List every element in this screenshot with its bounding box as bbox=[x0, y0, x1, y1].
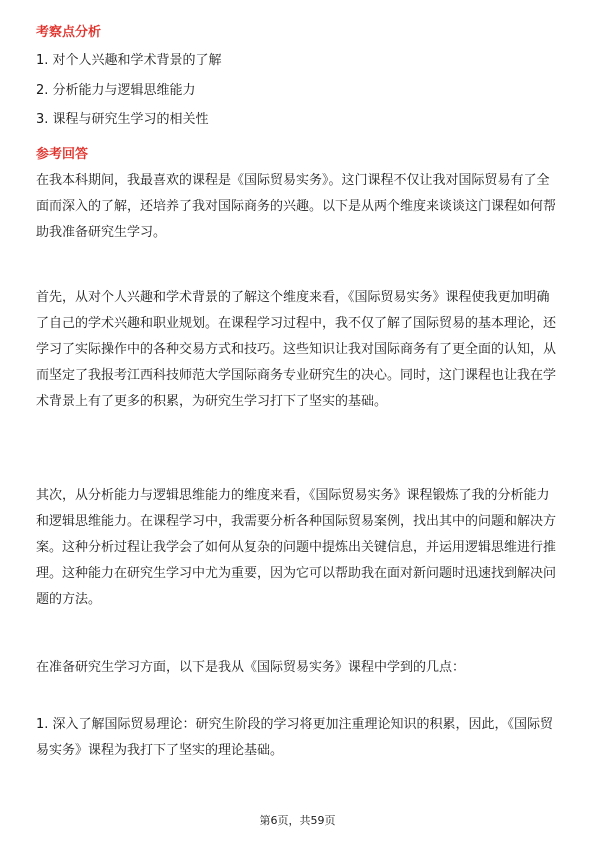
answer-paragraph-5: 1. 深入了解国际贸易理论：研究生阶段的学习将更加注重理论知识的积累，因此，《国际贸易实务》课程为我打下了坚实的理论基础。 bbox=[36, 717, 554, 758]
analysis-point-3: 3. 课程与研究生学习的相关性 bbox=[36, 112, 209, 127]
answer-paragraph-1: 在我本科期间，我最喜欢的课程是《国际贸易实务》。这门课程不仅让我对国际贸易有了全面而深入的了解，还培养了我对国际商务的兴趣。以下是从两个维度来谈谈这门课程如何帮助我准备研究生学习。 bbox=[36, 173, 557, 240]
answer-paragraph-2: 首先，从对个人兴趣和学术背景的了解这个维度来看，《国际贸易实务》课程使我更加明确了自己的学术兴趣和职业规划。在课程学习过程中，我不仅了解了国际贸易的基本理论，还学习了实际操作中的各种交易方式和技巧。这些知识让我对国际商务有了更全面的认知，从而坚定了我报考江西科技师范大学国际商务专业研究生的决心。同时，这门课程也让我在学术背景上有了更多的积累，为研究生学习打下了坚实的基础。 bbox=[36, 290, 557, 409]
analysis-point-2: 2. 分析能力与逻辑思维能力 bbox=[36, 83, 196, 98]
answer-paragraph-4: 在准备研究生学习方面，以下是我从《国际贸易实务》课程中学到的几点： bbox=[36, 660, 466, 675]
answer-heading: 参考回答 bbox=[36, 147, 89, 162]
page-number-footer: 第6页，共59页 bbox=[259, 814, 336, 827]
analysis-point-1: 1. 对个人兴趣和学术背景的了解 bbox=[36, 53, 222, 68]
analysis-heading: 考察点分析 bbox=[36, 25, 102, 40]
answer-paragraph-3: 其次，从分析能力与逻辑思维能力的维度来看，《国际贸易实务》课程锻炼了我的分析能力和逻辑思维能力。在课程学习中，我需要分析各种国际贸易案例，找出其中的问题和解决方案。这种分析过程让我学会了如何从复杂的问题中提炼出关键信息，并运用逻辑思维进行推理。这种能力在研究生学习中尤为重要，因为它可以帮助我在面对新问题时迅速找到解决问题的方法。 bbox=[36, 488, 557, 607]
